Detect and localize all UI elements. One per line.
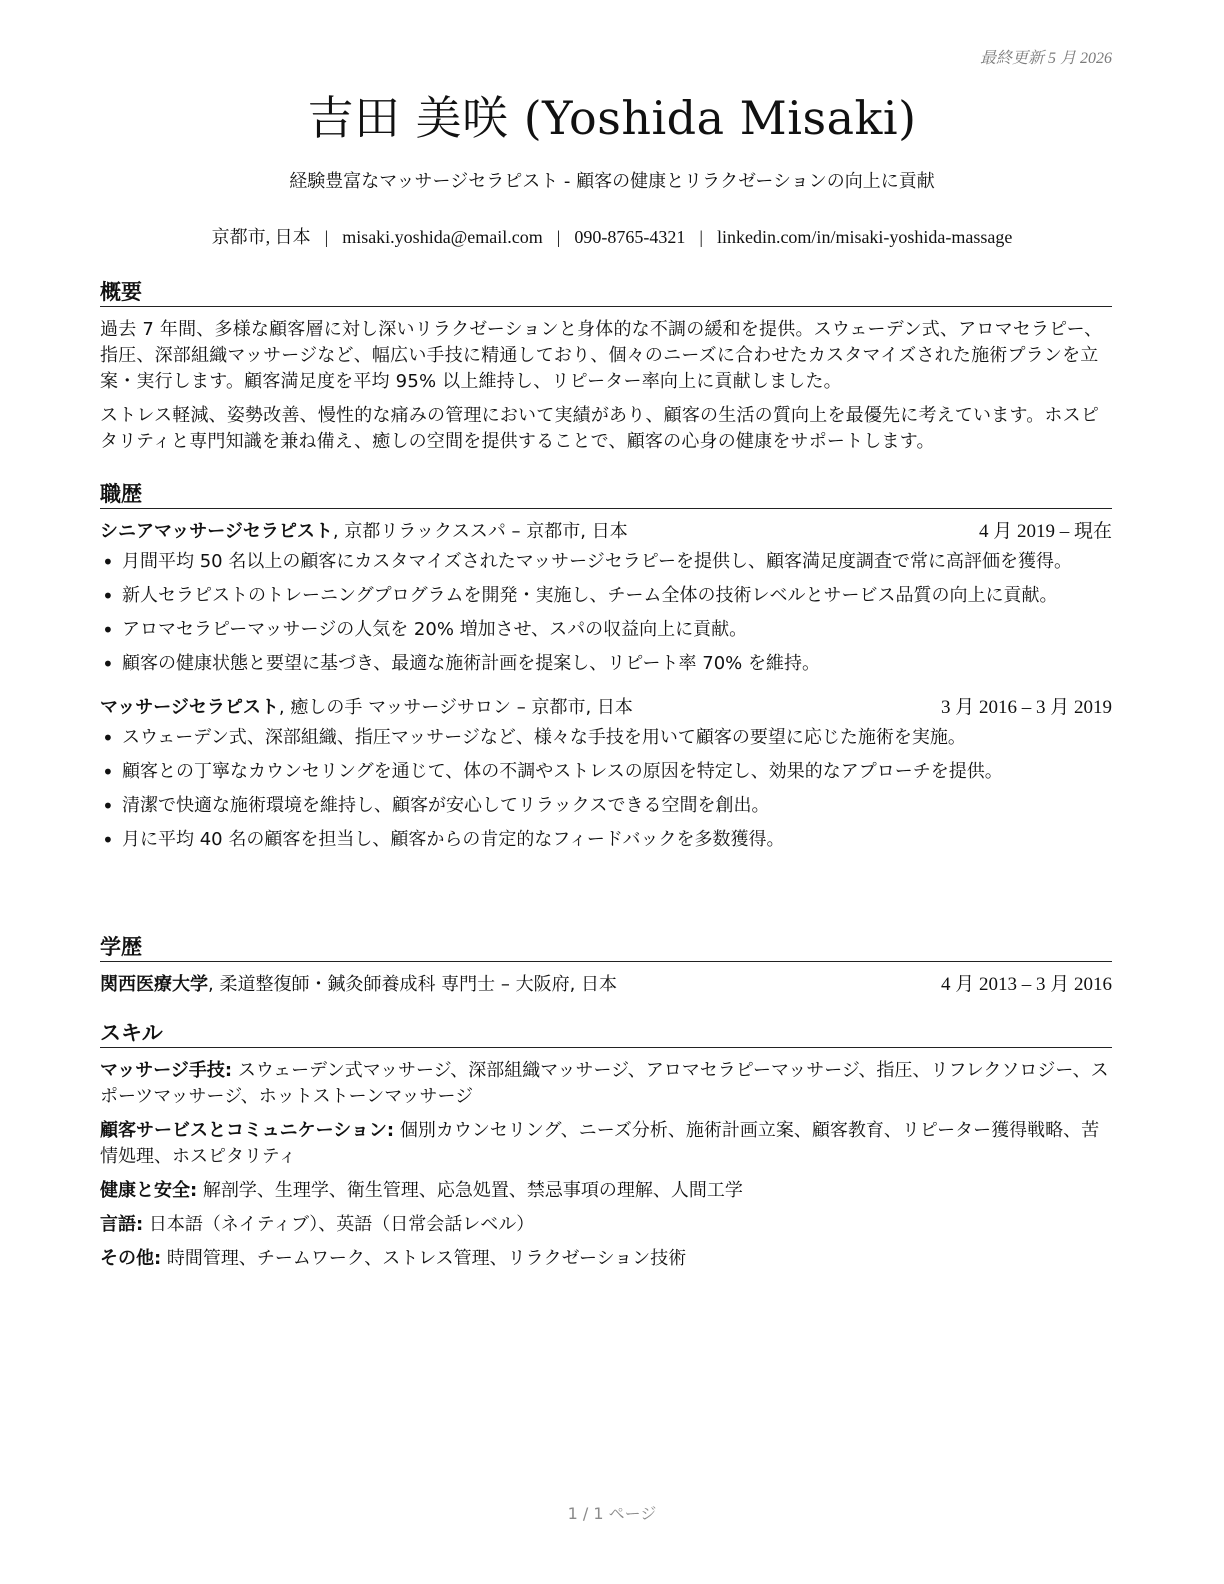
job-header bbox=[100, 519, 1112, 545]
job-bullets bbox=[100, 725, 1112, 853]
contact-separator: | bbox=[324, 227, 329, 247]
job-title-org bbox=[100, 695, 633, 721]
job-bullet: • 月に平均 40 名の顧客を担当し、顧客からの肯定的なフィードバックを多数獲得。 bbox=[100, 827, 1112, 853]
contact-location: 京都市, 日本 bbox=[211, 227, 311, 247]
summary-paragraph: ストレス軽減、姿勢改善、慢性的な痛みの管理において実績があり、顧客の生活の質向上を最優先に考えています。ホスピタリティと専門知識を兼ね備え、癒しの空間を提供することで、顧客の心身の健康をサポートします。 bbox=[100, 405, 1100, 452]
job-bullet: • 新人セラピストのトレーニングプログラムを開発・実施し、チーム全体の技術レベルとサービス品質の向上に貢献。 bbox=[100, 583, 1112, 609]
skill-label: 言語: bbox=[100, 1214, 144, 1235]
experience-section bbox=[100, 480, 1112, 861]
skill-label: 健康と安全: bbox=[100, 1180, 198, 1201]
education-entry bbox=[100, 972, 1112, 998]
page-number: 1 / 1 ページ bbox=[567, 1504, 657, 1523]
last-updated: 最終更新 5 月 2026 bbox=[979, 50, 1112, 67]
job-role: シニアマッサージセラピスト bbox=[100, 521, 333, 542]
education-school-detail bbox=[100, 972, 617, 998]
skills-section bbox=[100, 1019, 1112, 1280]
job-date: 4 月 2019 – 現在 bbox=[978, 521, 1112, 542]
job-bullet: • アロマセラピーマッサージの人気を 20% 増加させ、スパの収益向上に貢献。 bbox=[100, 617, 1112, 643]
section-title-summary: 概要 bbox=[100, 278, 1112, 307]
education-school: 関西医療大学 bbox=[100, 974, 208, 995]
skill-text: 日本語（ネイティブ）、英語（日常会話レベル） bbox=[143, 1214, 535, 1235]
contact-phone: 090-8765-4321 bbox=[574, 227, 686, 247]
contact-separator: | bbox=[556, 227, 561, 247]
contact-separator: | bbox=[699, 227, 703, 247]
skill-row bbox=[100, 1058, 1112, 1110]
job-bullet: • 顧客の健康状態と要望に基づき、最適な施術計画を提案し、リピート率 70% を維持。 bbox=[100, 651, 1112, 677]
resume-name: 吉田 美咲 (Yoshida Misaki) bbox=[307, 91, 917, 145]
skill-text: スウェーデン式マッサージ、深部組織マッサージ、アロマセラピーマッサージ、指圧、リフレクソロジー、スポーツマッサージ、ホットストーンマッサージ bbox=[100, 1060, 1109, 1107]
education-detail: , 柔道整復師・鍼灸師養成科 専門士 – 大阪府, 日本 bbox=[208, 974, 618, 995]
section-title-skills: スキル bbox=[100, 1019, 1112, 1048]
job-org: , 癒しの手 マッサージサロン – 京都市, 日本 bbox=[278, 697, 633, 718]
resume-tagline: 経験豊富なマッサージセラピスト - 顧客の健康とリラクゼーションの向上に貢献 bbox=[289, 171, 935, 192]
job-header bbox=[100, 695, 1112, 721]
job-entry bbox=[100, 695, 1112, 853]
section-title-experience: 職歴 bbox=[100, 480, 1112, 509]
skill-text: 個別カウンセリング、ニーズ分析、施術計画立案、顧客教育、リピーター獲得戦略、苦情処理、ホスピタリティ bbox=[100, 1120, 1100, 1167]
skill-row bbox=[100, 1118, 1112, 1170]
skill-row bbox=[100, 1246, 1112, 1272]
skill-label: マッサージ手技: bbox=[100, 1060, 233, 1081]
skill-row bbox=[100, 1212, 1112, 1238]
contact-line bbox=[0, 224, 1224, 250]
job-bullet: • 顧客との丁寧なカウンセリングを通じて、体の不調やストレスの原因を特定し、効果的なアプローチを提供。 bbox=[100, 759, 1112, 785]
education-date: 4 月 2013 – 3 月 2016 bbox=[940, 974, 1112, 995]
skill-label: 顧客サービスとコミュニケーション: bbox=[100, 1120, 395, 1141]
job-entry bbox=[100, 519, 1112, 677]
job-role: マッサージセラピスト bbox=[100, 697, 279, 718]
contact-email[interactable]: misaki.yoshida@email.com bbox=[342, 227, 543, 247]
education-section bbox=[100, 933, 1112, 1002]
summary-section bbox=[100, 278, 1112, 463]
job-bullet: • 月間平均 50 名以上の顧客にカスタマイズされたマッサージセラピーを提供し、顧客満足度調査で常に高評価を獲得。 bbox=[100, 549, 1112, 575]
skill-text: 解剖学、生理学、衛生管理、応急処置、禁忌事項の理解、人間工学 bbox=[197, 1180, 743, 1201]
job-bullet: • 清潔で快適な施術環境を維持し、顧客が安心してリラックスできる空間を創出。 bbox=[100, 793, 1112, 819]
skill-text: 時間管理、チームワーク、ストレス管理、リラクゼーション技術 bbox=[161, 1248, 687, 1269]
summary-paragraph: 過去 7 年間、多様な顧客層に対し深いリラクゼーションと身体的な不調の緩和を提供。スウェーデン式、アロマセラピー、指圧、深部組織マッサージなど、幅広い手技に精通しており、個々のニーズに合わせたカスタマイズされた施術プランを立案・実行します。顧客満足度を平均 95% 以上維持し、リピーター率向上に貢献しました。 bbox=[100, 319, 1103, 392]
job-bullets bbox=[100, 549, 1112, 677]
job-date: 3 月 2016 – 3 月 2019 bbox=[940, 697, 1112, 718]
skill-row bbox=[100, 1178, 1112, 1204]
job-title-org bbox=[100, 519, 628, 545]
contact-linkedin[interactable]: linkedin.com/in/misaki-yoshida-massage bbox=[716, 227, 1013, 247]
skill-label: その他: bbox=[100, 1248, 162, 1269]
job-bullet: • スウェーデン式、深部組織、指圧マッサージなど、様々な手技を用いて顧客の要望に応じた施術を実施。 bbox=[100, 725, 1112, 751]
job-org: , 京都リラックススパ – 京都市, 日本 bbox=[332, 521, 628, 542]
section-title-education: 学歴 bbox=[100, 933, 1112, 962]
